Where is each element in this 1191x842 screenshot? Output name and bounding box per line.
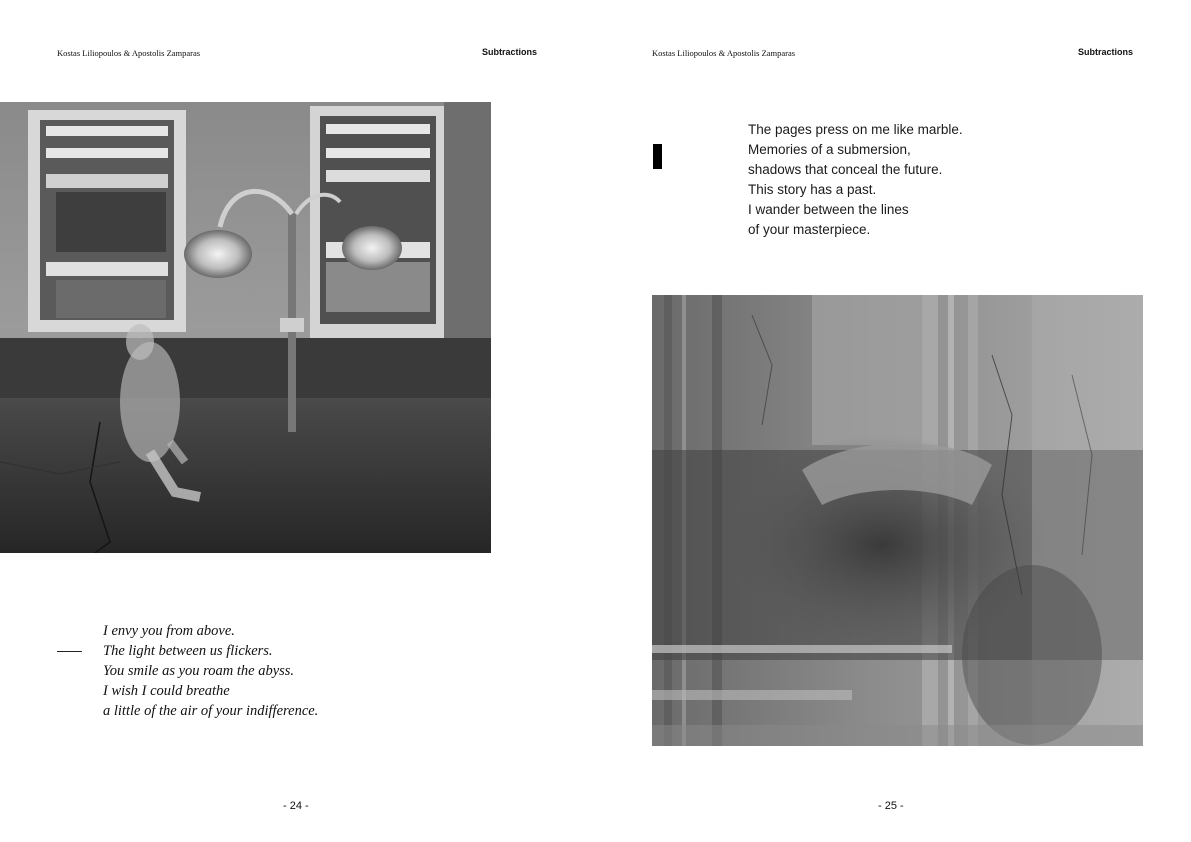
poem-line: shadows that conceal the future. (748, 162, 943, 177)
poem-line: of your masterpiece. (748, 222, 871, 237)
running-header-title: Subtractions (482, 47, 538, 57)
right-page (596, 0, 1191, 842)
poem-line: Memories of a submersion, (748, 142, 911, 157)
left-page (0, 0, 595, 842)
poem-line: I wander between the lines (748, 202, 909, 217)
poem-line: I wish I could breathe (103, 683, 230, 699)
textured-wall-photograph (652, 295, 1143, 746)
sans-poem (748, 120, 963, 240)
poem-line: You smile as you roam the abyss. (103, 663, 295, 679)
poem-line: The light between us flickers. (103, 643, 273, 659)
running-header-author: Kostas Liliopoulos & Apostolis Zamparas (652, 48, 796, 58)
italic-poem (103, 621, 318, 721)
page-number: - 25 - (878, 800, 904, 812)
poem-bar-marker (653, 144, 662, 169)
poem-line: The pages press on me like marble. (748, 122, 963, 137)
running-header-author: Kostas Liliopoulos & Apostolis Zamparas (57, 48, 201, 58)
poem-line: I envy you from above. (103, 623, 235, 639)
poem-line: a little of the air of your indifference. (103, 703, 319, 719)
poem-dash-marker (57, 651, 82, 652)
street-lamp-photograph (0, 102, 491, 553)
running-header-title: Subtractions (1078, 47, 1134, 57)
poem-line: This story has a past. (748, 182, 877, 197)
page-number: - 24 - (283, 800, 309, 812)
